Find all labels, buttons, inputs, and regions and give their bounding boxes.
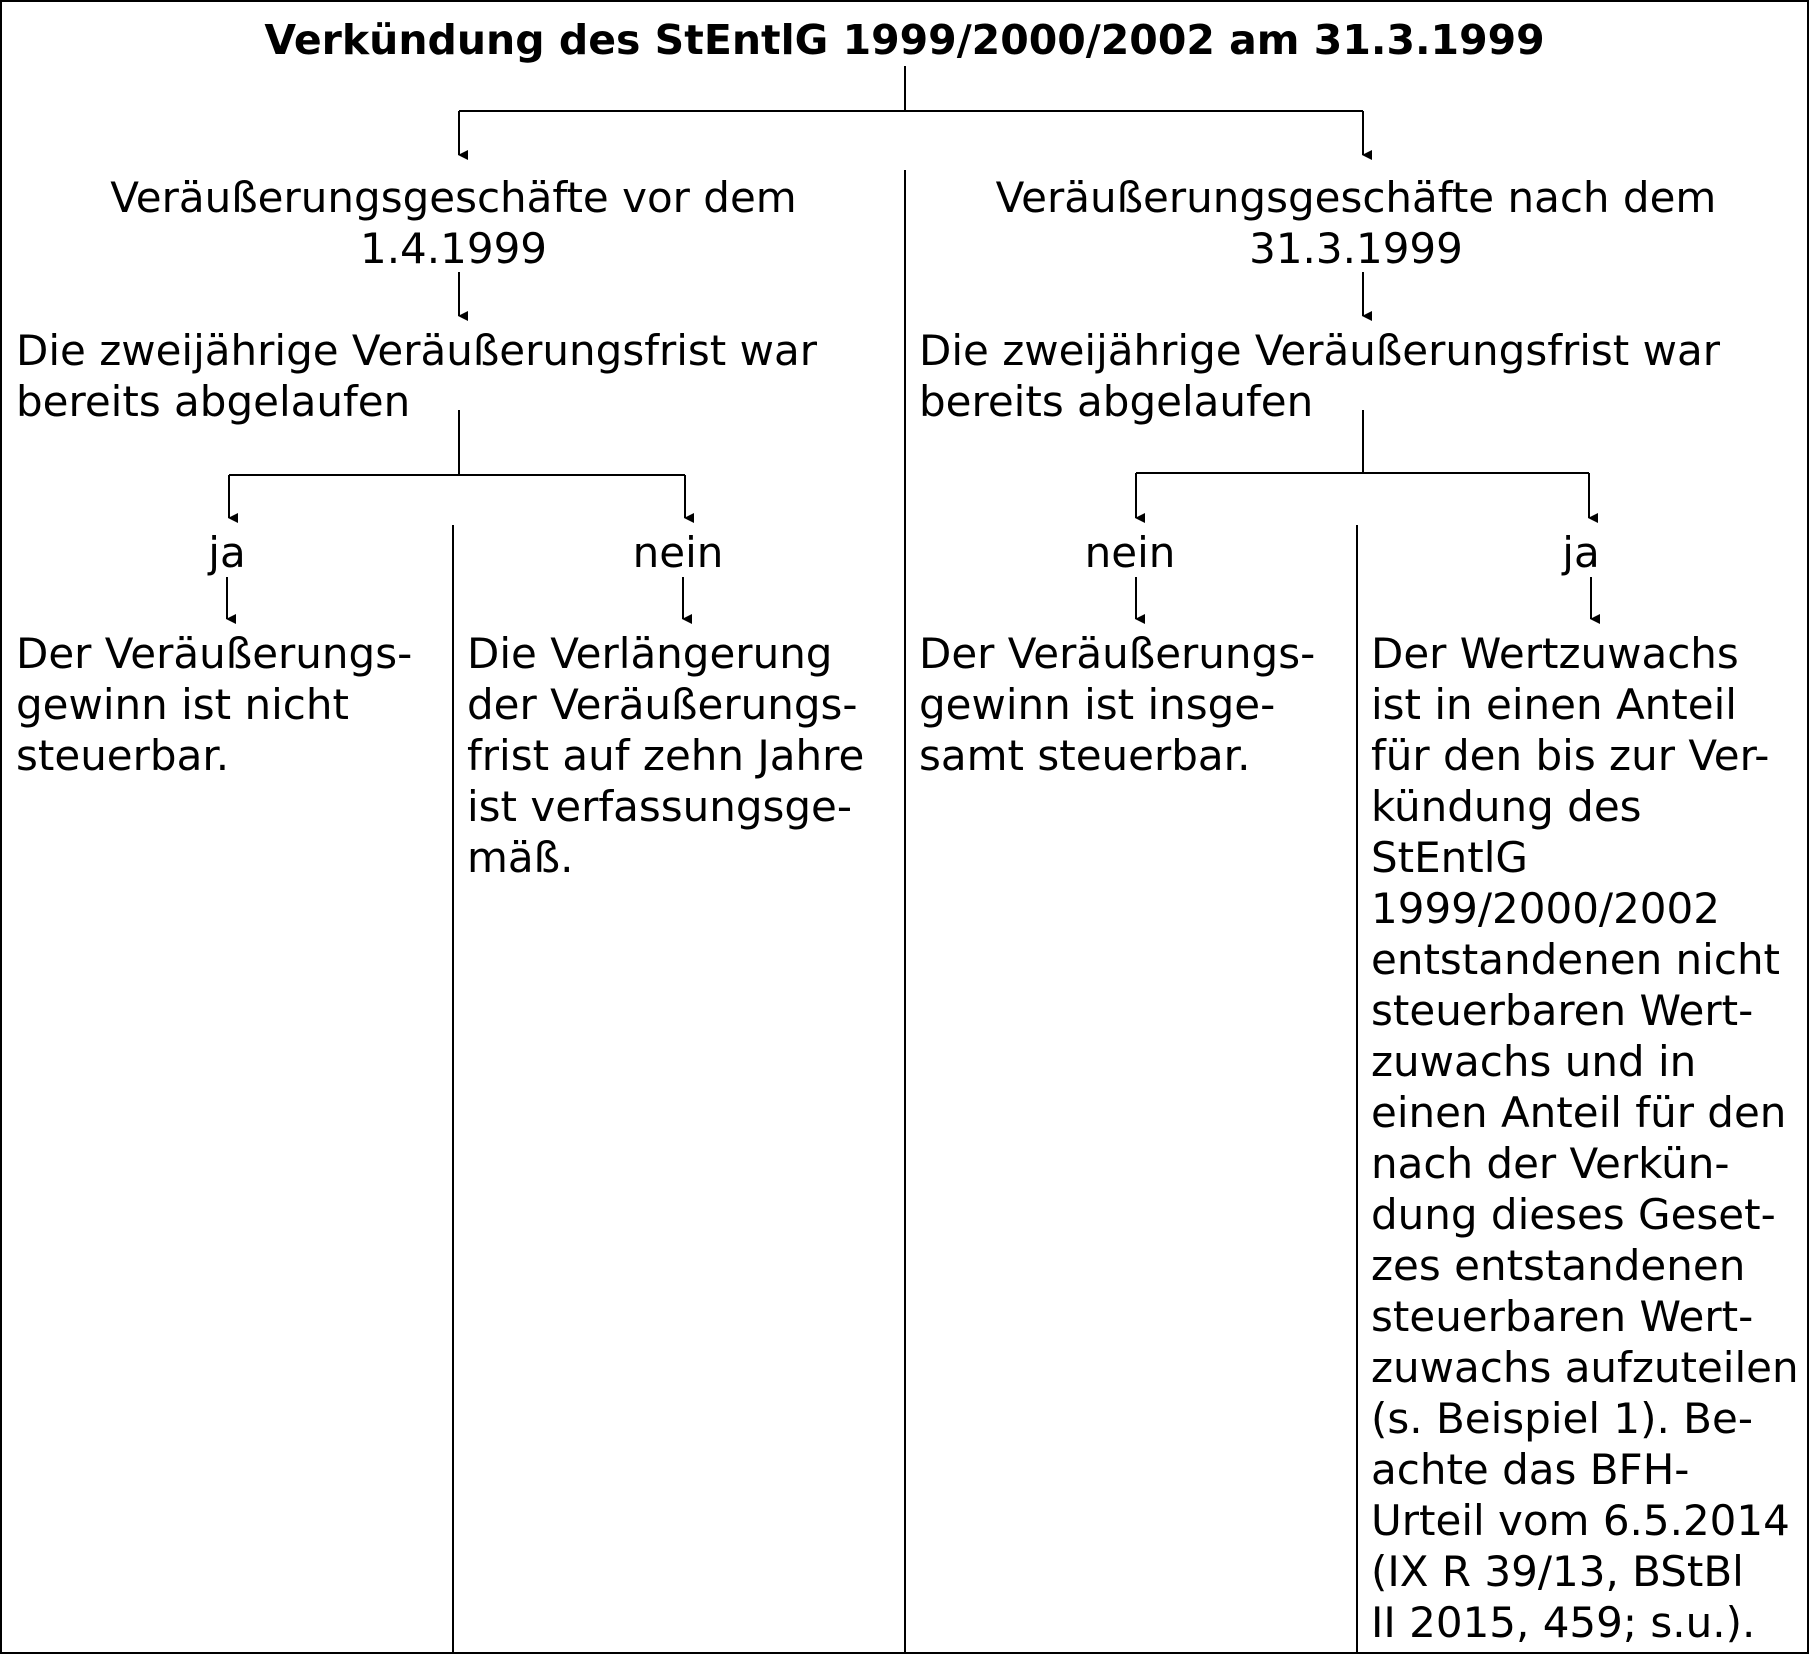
right-no-label: nein bbox=[1084, 528, 1176, 577]
left-no-label: nein bbox=[632, 528, 724, 577]
left-no-result: Die Verlängerung der Veräußerungs- frist auf zehn Jahre ist verfassungsge- mäß. bbox=[467, 629, 865, 882]
right-branch-heading: Veräußerungsgeschäfte nach dem 31.3.1999 bbox=[995, 173, 1717, 273]
left-branch-question: Die zweijährige Veräußerungsfrist war bereits abgelaufen bbox=[16, 326, 817, 426]
right-no-result: Der Veräußerungs- gewinn ist insge- samt steuerbar. bbox=[919, 629, 1316, 780]
diagram-title: Verkündung des StEntlG 1999/2000/2002 am 31.3.1999 bbox=[264, 16, 1545, 64]
right-yes-label: ja bbox=[1562, 528, 1600, 577]
left-yes-label: ja bbox=[208, 528, 246, 577]
left-branch-heading: Veräußerungsgeschäfte vor dem 1.4.1999 bbox=[110, 173, 797, 273]
right-branch-question: Die zweijährige Veräußerungsfrist war bereits abgelaufen bbox=[919, 326, 1720, 426]
right-yes-result: Der Wertzuwachs ist in einen Anteil für den bis zur Ver- kündung des StEntlG 1999/2000/2002 entstandenen nicht steuerbaren Wert- zuwachs und in einen Anteil für den nach der Verkün- dung dieses Geset- zes entstandenen steuerbaren Wert- zuwachs aufzuteilen (s. Beispiel 1). Be- achte das BFH- Urteil vom 6.5.2014 (IX R 39/13, BStBl II 2015, 459; s.u.). bbox=[1371, 629, 1799, 1647]
left-yes-result: Der Veräußerungs- gewinn ist nicht steuerbar. bbox=[16, 629, 413, 780]
